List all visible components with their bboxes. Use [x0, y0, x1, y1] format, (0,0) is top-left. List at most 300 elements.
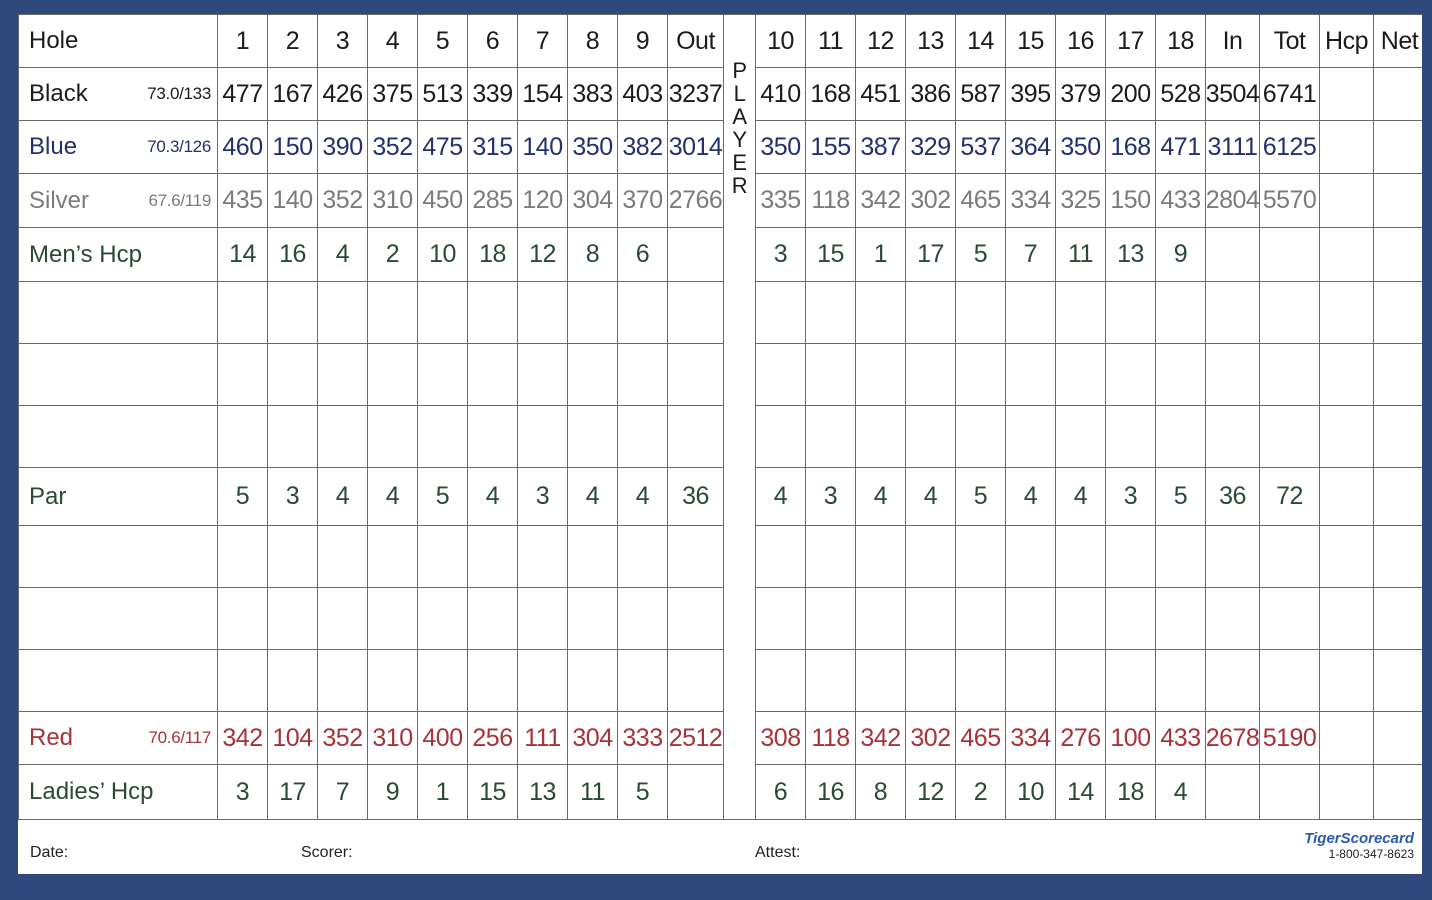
score-cell: 308: [756, 712, 806, 765]
score-cell: 104: [268, 712, 318, 765]
score-cell: 4: [468, 468, 518, 526]
score-cell: 9: [1156, 228, 1206, 282]
column-header: 9: [618, 14, 668, 68]
score-cell: 342: [218, 712, 268, 765]
blank-score-cell: [856, 650, 906, 712]
column-header: 6: [468, 14, 518, 68]
score-cell: 1: [856, 228, 906, 282]
in-total-cell: 3504: [1206, 68, 1260, 121]
score-cell: 410: [756, 68, 806, 121]
score-cell: 3: [806, 468, 856, 526]
blank-score-cell: [468, 526, 518, 588]
column-header: Out: [668, 14, 724, 68]
blank-score-cell: [1260, 588, 1320, 650]
blue-row-label: [18, 121, 218, 174]
blank-score-cell: [756, 406, 806, 468]
score-cell: 4: [756, 468, 806, 526]
score-cell: 4: [1056, 468, 1106, 526]
score-cell: 5: [956, 468, 1006, 526]
blank-score-cell: [518, 344, 568, 406]
blank-score-cell: [756, 344, 806, 406]
scorecard-footer: [18, 820, 1422, 874]
blank-score-cell: [856, 588, 906, 650]
score-cell: 4: [318, 468, 368, 526]
out-total-cell: [668, 228, 724, 282]
score-cell: 140: [268, 174, 318, 228]
blank-score-cell: [468, 282, 518, 344]
black-row-label: [18, 68, 218, 121]
score-cell: 6: [618, 228, 668, 282]
score-cell: 120: [518, 174, 568, 228]
blank-score-cell: [1156, 344, 1206, 406]
blank-score-cell: [806, 526, 856, 588]
column-header: 17: [1106, 14, 1156, 68]
blank-score-cell: [18, 344, 218, 406]
blank-score-cell: [1156, 282, 1206, 344]
score-cell: 285: [468, 174, 518, 228]
blank-score-cell: [518, 588, 568, 650]
blank-score-cell: [856, 406, 906, 468]
player-letter: P: [732, 58, 747, 83]
score-cell: 16: [268, 228, 318, 282]
out-total-cell: [668, 765, 724, 820]
blank-score-cell: [1106, 282, 1156, 344]
blank-score-cell: [568, 588, 618, 650]
score-cell: 11: [568, 765, 618, 820]
blank-score-cell: [418, 282, 468, 344]
score-cell: 387: [856, 121, 906, 174]
blank-score-cell: [368, 588, 418, 650]
total-cell: [1260, 765, 1320, 820]
score-cell: 3: [268, 468, 318, 526]
player-strip-cell: [724, 526, 756, 588]
blank-score-cell: [1374, 650, 1422, 712]
blank-score-cell: [1106, 588, 1156, 650]
score-cell: 302: [906, 174, 956, 228]
blank-score-cell: [18, 526, 218, 588]
score-cell: 352: [318, 712, 368, 765]
net-cell: [1374, 228, 1422, 282]
score-cell: 3: [218, 765, 268, 820]
row-label: Blue: [29, 133, 78, 160]
column-header: In: [1206, 14, 1260, 68]
score-cell: 111: [518, 712, 568, 765]
hcp-cell: [1320, 121, 1374, 174]
score-cell: 14: [218, 228, 268, 282]
blank-score-cell: [268, 650, 318, 712]
blank-score-cell: [906, 344, 956, 406]
blank-score-cell: [468, 344, 518, 406]
player-strip-cell: [724, 406, 756, 468]
column-header: 18: [1156, 14, 1206, 68]
net-cell: [1374, 765, 1422, 820]
score-cell: 339: [468, 68, 518, 121]
score-cell: 465: [956, 174, 1006, 228]
column-header: 14: [956, 14, 1006, 68]
score-cell: 304: [568, 712, 618, 765]
score-cell: 390: [318, 121, 368, 174]
blank-score-cell: [1006, 650, 1056, 712]
score-cell: 4: [906, 468, 956, 526]
score-cell: 3: [518, 468, 568, 526]
in-total-cell: [1206, 228, 1260, 282]
blank-score-cell: [1156, 650, 1206, 712]
course-rating-slope: 70.6/117: [148, 728, 211, 747]
column-header: 2: [268, 14, 318, 68]
score-cell: 9: [368, 765, 418, 820]
score-cell: 6: [756, 765, 806, 820]
player-vertical-label: [724, 14, 756, 282]
hcp-cell: [1320, 68, 1374, 121]
blank-score-cell: [1006, 526, 1056, 588]
score-cell: 11: [1056, 228, 1106, 282]
blank-score-cell: [568, 282, 618, 344]
men-s-hcp-row-label: [18, 228, 218, 282]
score-cell: 100: [1106, 712, 1156, 765]
blank-score-cell: [368, 526, 418, 588]
score-cell: 8: [856, 765, 906, 820]
score-cell: 302: [906, 712, 956, 765]
score-cell: 18: [468, 228, 518, 282]
blank-score-cell: [618, 526, 668, 588]
score-cell: 350: [568, 121, 618, 174]
score-cell: 13: [518, 765, 568, 820]
blank-score-cell: [756, 282, 806, 344]
blank-score-cell: [906, 282, 956, 344]
blank-score-cell: [1320, 650, 1374, 712]
column-header: 4: [368, 14, 418, 68]
blank-score-cell: [1056, 344, 1106, 406]
blank-score-cell: [268, 588, 318, 650]
blank-score-cell: [906, 526, 956, 588]
blank-score-cell: [218, 344, 268, 406]
date-label: Date:: [30, 844, 69, 861]
blank-score-cell: [418, 650, 468, 712]
blank-score-cell: [368, 406, 418, 468]
row-label: Men’s Hcp: [29, 240, 142, 268]
blank-score-cell: [418, 588, 468, 650]
blank-score-cell: [368, 282, 418, 344]
score-cell: 16: [806, 765, 856, 820]
score-cell: 537: [956, 121, 1006, 174]
blank-score-cell: [318, 282, 368, 344]
blank-score-cell: [806, 588, 856, 650]
blank-score-cell: [956, 406, 1006, 468]
score-cell: 426: [318, 68, 368, 121]
blank-score-cell: [1056, 650, 1106, 712]
net-cell: [1374, 712, 1422, 765]
blank-score-cell: [756, 588, 806, 650]
blank-score-cell: [856, 526, 906, 588]
blank-score-cell: [1260, 344, 1320, 406]
blank-score-cell: [1106, 526, 1156, 588]
column-header: 12: [856, 14, 906, 68]
score-cell: 383: [568, 68, 618, 121]
blank-score-cell: [1156, 406, 1206, 468]
blank-score-cell: [1106, 650, 1156, 712]
blank-score-cell: [1320, 344, 1374, 406]
blank-score-cell: [806, 406, 856, 468]
player-strip-cell: [724, 650, 756, 712]
score-cell: 513: [418, 68, 468, 121]
blank-score-cell: [668, 282, 724, 344]
score-cell: 256: [468, 712, 518, 765]
column-header: 3: [318, 14, 368, 68]
score-cell: 4: [318, 228, 368, 282]
blank-score-cell: [518, 650, 568, 712]
score-cell: 12: [906, 765, 956, 820]
in-total-cell: 2678: [1206, 712, 1260, 765]
blank-score-cell: [318, 526, 368, 588]
in-total-cell: 2804: [1206, 174, 1260, 228]
blank-score-cell: [568, 526, 618, 588]
score-cell: 435: [218, 174, 268, 228]
score-cell: 379: [1056, 68, 1106, 121]
par-row-label: [18, 468, 218, 526]
blank-score-cell: [568, 650, 618, 712]
blank-score-cell: [218, 406, 268, 468]
blank-score-cell: [1156, 588, 1206, 650]
blank-score-cell: [518, 526, 568, 588]
column-header: 5: [418, 14, 468, 68]
score-cell: 5: [418, 468, 468, 526]
column-header: Hcp: [1320, 14, 1374, 68]
scorecard: [18, 14, 1422, 874]
blank-score-cell: [668, 650, 724, 712]
blank-score-cell: [1260, 406, 1320, 468]
score-cell: 364: [1006, 121, 1056, 174]
course-rating-slope: 73.0/133: [147, 84, 211, 103]
blank-score-cell: [618, 588, 668, 650]
column-header: 11: [806, 14, 856, 68]
hcp-cell: [1320, 228, 1374, 282]
player-letter: A: [732, 104, 747, 129]
row-label: Par: [29, 482, 67, 510]
score-cell: 325: [1056, 174, 1106, 228]
red-row-label: [18, 712, 218, 765]
player-letter: E: [732, 150, 747, 175]
blank-score-cell: [218, 588, 268, 650]
blank-score-cell: [18, 588, 218, 650]
blank-score-cell: [1374, 406, 1422, 468]
hcp-cell: [1320, 765, 1374, 820]
blank-score-cell: [268, 526, 318, 588]
blank-score-cell: [418, 406, 468, 468]
score-cell: 15: [806, 228, 856, 282]
score-cell: 4: [618, 468, 668, 526]
blank-score-cell: [668, 588, 724, 650]
scorer-label: Scorer:: [301, 844, 353, 861]
blank-score-cell: [1106, 344, 1156, 406]
out-total-cell: 3014: [668, 121, 724, 174]
blank-score-cell: [1006, 282, 1056, 344]
net-cell: [1374, 468, 1422, 526]
blank-score-cell: [856, 282, 906, 344]
hole-label: Hole: [29, 27, 79, 54]
blank-score-cell: [368, 650, 418, 712]
score-cell: 154: [518, 68, 568, 121]
score-cell: 477: [218, 68, 268, 121]
blank-score-cell: [1056, 406, 1106, 468]
score-cell: 10: [1006, 765, 1056, 820]
column-header: 13: [906, 14, 956, 68]
blank-score-cell: [318, 344, 368, 406]
column-header: 15: [1006, 14, 1056, 68]
total-cell: 6741: [1260, 68, 1320, 121]
score-cell: 276: [1056, 712, 1106, 765]
score-cell: 475: [418, 121, 468, 174]
blank-score-cell: [1374, 588, 1422, 650]
score-cell: 5: [218, 468, 268, 526]
score-grid: [18, 14, 1422, 820]
score-cell: 168: [806, 68, 856, 121]
blank-score-cell: [268, 282, 318, 344]
score-cell: 382: [618, 121, 668, 174]
score-cell: 8: [568, 228, 618, 282]
player-strip-cell: [724, 588, 756, 650]
score-cell: 118: [806, 712, 856, 765]
hcp-cell: [1320, 174, 1374, 228]
score-cell: 386: [906, 68, 956, 121]
brand-logo: [1304, 830, 1414, 861]
blank-score-cell: [418, 526, 468, 588]
blank-score-cell: [268, 406, 318, 468]
hcp-cell: [1320, 468, 1374, 526]
score-cell: 352: [368, 121, 418, 174]
score-cell: 15: [468, 765, 518, 820]
blank-score-cell: [956, 588, 1006, 650]
blank-score-cell: [1320, 406, 1374, 468]
blank-score-cell: [568, 344, 618, 406]
score-cell: 5: [1156, 468, 1206, 526]
score-cell: 118: [806, 174, 856, 228]
blank-score-cell: [756, 526, 806, 588]
row-label: Red: [29, 724, 74, 751]
score-cell: 433: [1156, 174, 1206, 228]
blank-score-cell: [1056, 282, 1106, 344]
score-cell: 4: [1006, 468, 1056, 526]
player-strip-cell: [724, 765, 756, 820]
score-cell: 10: [418, 228, 468, 282]
blank-score-cell: [956, 650, 1006, 712]
net-cell: [1374, 68, 1422, 121]
score-cell: 403: [618, 68, 668, 121]
blank-score-cell: [1260, 282, 1320, 344]
blank-score-cell: [806, 344, 856, 406]
course-rating-slope: 67.6/119: [148, 190, 211, 210]
score-cell: 13: [1106, 228, 1156, 282]
blank-score-cell: [1206, 650, 1260, 712]
score-cell: 18: [1106, 765, 1156, 820]
blank-score-cell: [1320, 588, 1374, 650]
column-header: Tot: [1260, 14, 1320, 68]
player-letter: Y: [732, 127, 747, 152]
blank-score-cell: [956, 526, 1006, 588]
score-cell: 7: [1006, 228, 1056, 282]
blank-score-cell: [756, 650, 806, 712]
score-cell: 2: [368, 228, 418, 282]
blank-score-cell: [618, 406, 668, 468]
blank-score-cell: [18, 650, 218, 712]
player-strip-cell: [724, 712, 756, 765]
score-cell: 460: [218, 121, 268, 174]
score-cell: 400: [418, 712, 468, 765]
blank-score-cell: [668, 344, 724, 406]
blank-score-cell: [468, 588, 518, 650]
score-cell: 4: [1156, 765, 1206, 820]
blank-score-cell: [1260, 526, 1320, 588]
score-cell: 5: [618, 765, 668, 820]
score-cell: 3: [756, 228, 806, 282]
blank-score-cell: [668, 406, 724, 468]
score-cell: 587: [956, 68, 1006, 121]
out-total-cell: 36: [668, 468, 724, 526]
hcp-cell: [1320, 712, 1374, 765]
score-cell: 5: [956, 228, 1006, 282]
score-cell: 342: [856, 712, 906, 765]
blank-score-cell: [1206, 588, 1260, 650]
total-cell: 72: [1260, 468, 1320, 526]
score-cell: 200: [1106, 68, 1156, 121]
column-header: 16: [1056, 14, 1106, 68]
blank-score-cell: [18, 282, 218, 344]
score-cell: 333: [618, 712, 668, 765]
attest-label: Attest:: [755, 844, 801, 861]
score-cell: 370: [618, 174, 668, 228]
blank-score-cell: [1156, 526, 1206, 588]
blank-score-cell: [856, 344, 906, 406]
blank-score-cell: [218, 526, 268, 588]
column-header: 10: [756, 14, 806, 68]
player-strip-cell: [724, 282, 756, 344]
score-cell: 450: [418, 174, 468, 228]
score-cell: 2: [956, 765, 1006, 820]
score-cell: 14: [1056, 765, 1106, 820]
blank-score-cell: [1056, 588, 1106, 650]
score-cell: 329: [906, 121, 956, 174]
blank-score-cell: [618, 282, 668, 344]
blank-score-cell: [218, 650, 268, 712]
blank-score-cell: [1320, 526, 1374, 588]
blank-score-cell: [668, 526, 724, 588]
score-cell: 4: [568, 468, 618, 526]
blank-score-cell: [268, 344, 318, 406]
score-cell: 350: [756, 121, 806, 174]
blank-score-cell: [1006, 588, 1056, 650]
in-total-cell: [1206, 765, 1260, 820]
total-cell: 5570: [1260, 174, 1320, 228]
blank-score-cell: [1006, 406, 1056, 468]
score-cell: 334: [1006, 712, 1056, 765]
score-cell: 17: [268, 765, 318, 820]
total-cell: 6125: [1260, 121, 1320, 174]
blank-score-cell: [1206, 406, 1260, 468]
score-cell: 451: [856, 68, 906, 121]
score-cell: 350: [1056, 121, 1106, 174]
blank-score-cell: [906, 406, 956, 468]
column-header: 1: [218, 14, 268, 68]
blank-score-cell: [568, 406, 618, 468]
score-cell: 17: [906, 228, 956, 282]
blank-score-cell: [1206, 282, 1260, 344]
player-strip-cell: [724, 344, 756, 406]
score-cell: 310: [368, 712, 418, 765]
in-total-cell: 36: [1206, 468, 1260, 526]
blank-score-cell: [1206, 344, 1260, 406]
blank-score-cell: [1374, 282, 1422, 344]
blank-score-cell: [218, 282, 268, 344]
player-letter: R: [731, 173, 748, 198]
